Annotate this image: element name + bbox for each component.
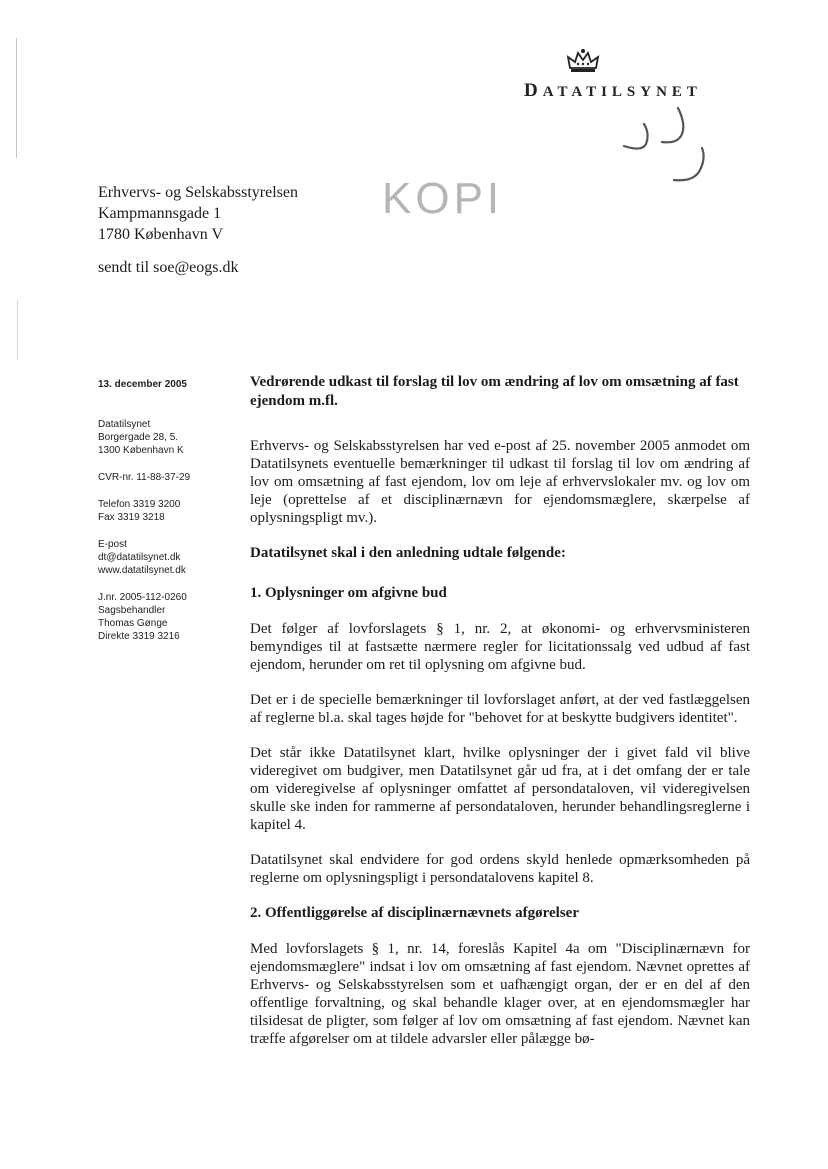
contact-label: E-post [98, 539, 127, 550]
recipient-address [98, 182, 298, 245]
page-edge-mark [16, 38, 17, 158]
email-link[interactable]: dt@datatilsynet.dk [98, 552, 181, 563]
case-handler-label: Sagsbehandler [98, 605, 166, 616]
copy-stamp: KOPI [382, 174, 504, 223]
intro-paragraph: Erhvervs- og Selskabsstyrelsen har ved e-post af 25. november 2005 anmodet om Datatilsynets eventuelle bemærkninger til udkast til forslag til lov om ændring af lov om omsætning af fast ejendom, lov om leje af erhvervslokaler mv. og lov om leje (oprettelse af et disciplinærnævn for ejendomsmæglere, skærpelse af oplysningspligt mv.). [250, 438, 750, 526]
crown-icon [566, 48, 600, 74]
section-heading: 1. Oplysninger om afgivne bud [250, 585, 447, 601]
direct-phone: Direkte 3319 3216 [98, 631, 180, 642]
address-line: 1300 København K [98, 445, 184, 456]
organization-logo-text: DATATILSYNET [524, 80, 702, 101]
recipient-line: 1780 København V [98, 226, 224, 243]
phone-block [98, 498, 238, 524]
letter-date: 13. december 2005 [98, 379, 187, 390]
paragraph: Det står ikke Datatilsynet klart, hvilke oplysninger der i givet fald vil blive videregivet om budgiver, men Datatilsynet går ud fra, at i det omfang der er tale om videregivelse af oplysninger omfattet af persondataloven, vil videregivelsen skulle ske inden for rammerne af persondataloven, herunder behandlingsreglerne i kapitel 4. [250, 745, 750, 833]
address-line: Borgergade 28, 5. [98, 432, 179, 443]
page-edge-mark [17, 300, 18, 360]
case-block [98, 591, 238, 643]
paragraph: Datatilsynet skal endvidere for god ordens skyld henlede opmærksomheden på reglerne om oplysningspligt i persondatalovens kapitel 8. [250, 852, 750, 886]
recipient-line: Kampmannsgade 1 [98, 205, 222, 222]
letter-subject: Vedrørende udkast til forslag til lov om ændring af lov om omsætning af fast ejendom m.fl. [250, 374, 739, 409]
letter-body [250, 373, 750, 1065]
contact-block [98, 538, 238, 577]
lead-statement: Datatilsynet skal i den anledning udtale følgende: [250, 545, 566, 561]
fax-line: Fax 3319 3218 [98, 512, 165, 523]
paragraph: Det er i de specielle bemærkninger til lovforslaget anført, at der ved fastlæggelsen af reglerne bl.a. skal tages højde for "behovet for at beskytte budgivers identitet". [250, 692, 750, 726]
section-heading: 2. Offentliggørelse af disciplinærnævnets afgørelser [250, 905, 579, 921]
paragraph: Det følger af lovforslagets § 1, nr. 2, at økonomi- og erhvervsministeren bemyndiges til at fastsætte nærmere regler for licitationssalg ved udbud af fast ejendom, herunder om ret til oplysning om afgivne bud. [250, 621, 750, 673]
recipient-line: Erhvervs- og Selskabsstyrelsen [98, 184, 298, 201]
website-link[interactable]: www.datatilsynet.dk [98, 565, 186, 576]
sender-sidebar [98, 378, 238, 657]
sent-to-line: sendt til soe@eogs.dk [98, 259, 239, 276]
case-handler-name: Thomas Gønge [98, 618, 168, 629]
paragraph: Med lovforslagets § 1, nr. 14, foreslås Kapitel 4a om "Disciplinærnævn for ejendomsmæglere" indsat i lov om omsætning af fast ejendom. Nævnet oprettes af Erhvervs- og Selskabsstyrelsen som et uafhængigt organ, der er en del af den offentlige forvaltning, og skal behandle klager over, at en ejendomsmægler har tilsidesat de pligter, som følger af lov om omsætning af fast ejendom. Nævnet kan træffe afgørelser om at tildele advarsler eller pålægge bø- [250, 941, 750, 1047]
handwritten-signature-mark [616, 104, 724, 188]
cvr-number: CVR-nr. 11-88-37-29 [98, 472, 191, 483]
phone-line: Telefon 3319 3200 [98, 499, 181, 510]
address-line: Datatilsynet [98, 419, 151, 430]
sender-address [98, 418, 238, 457]
case-number: J.nr. 2005-112-0260 [98, 592, 187, 603]
